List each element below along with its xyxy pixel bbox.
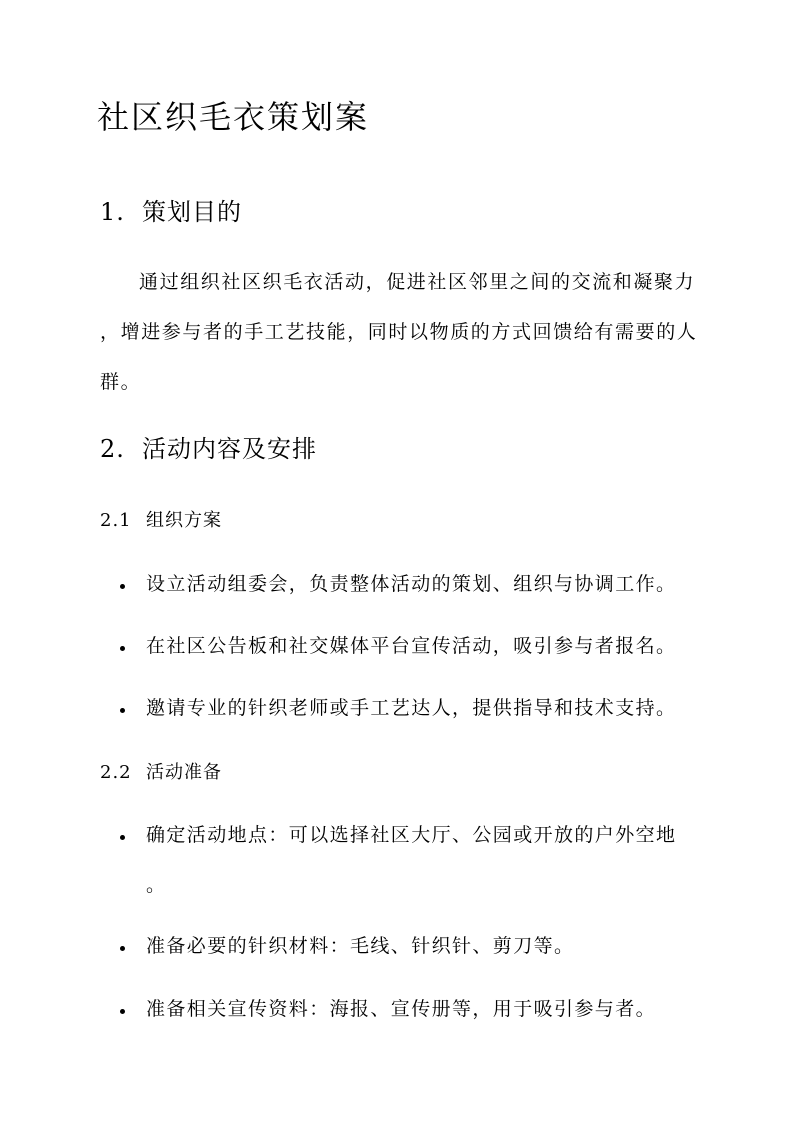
subsection-2-1-title: 组织方案 [146, 510, 222, 531]
section-2-number: 2. [100, 435, 125, 463]
list-item: 在社区公告板和社交媒体平台宣传活动，吸引参与者报名。 [146, 635, 677, 657]
section-1-number: 1. [100, 198, 125, 226]
subsection-2-2-number: 2.2 [100, 762, 132, 783]
section-1-heading [100, 196, 242, 228]
bullet-dot [120, 646, 125, 651]
bullet-dot [120, 1009, 125, 1014]
list-item-continuation: 。 [146, 874, 167, 896]
list-item: 设立活动组委会，负责整体活动的策划、组织与协调工作。 [146, 573, 677, 595]
bullet-dot [120, 946, 125, 951]
subsection-2-2-title: 活动准备 [146, 762, 222, 783]
list-item: 确定活动地点：可以选择社区大厅、公园或开放的户外空地 [146, 824, 677, 846]
list-item: 邀请专业的针织老师或手工艺达人，提供指导和技术支持。 [146, 697, 677, 719]
list-item: 准备相关宣传资料：海报、宣传册等，用于吸引参与者。 [146, 998, 657, 1020]
subsection-2-2-heading [100, 760, 222, 786]
section-2-heading [100, 433, 317, 465]
subsection-2-1-heading [100, 508, 222, 534]
bullet-dot [120, 584, 125, 589]
section-1-paragraph-line-2: ，增进参与者的手工艺技能，同时以物质的方式回馈给有需要的人 [100, 321, 698, 343]
document-title: 社区织毛衣策划案 [97, 98, 370, 136]
list-item: 准备必要的针织材料：毛线、针织针、剪刀等。 [146, 935, 575, 957]
section-2-title: 活动内容及安排 [142, 435, 317, 463]
section-1-paragraph-line-1: 通过组织社区织毛衣活动，促进社区邻里之间的交流和凝聚力 [139, 271, 696, 293]
section-1-title: 策划目的 [142, 198, 242, 226]
bullet-dot [120, 835, 125, 840]
subsection-2-1-number: 2.1 [100, 510, 132, 531]
section-1-paragraph-line-3: 群。 [100, 371, 142, 393]
bullet-dot [120, 708, 125, 713]
